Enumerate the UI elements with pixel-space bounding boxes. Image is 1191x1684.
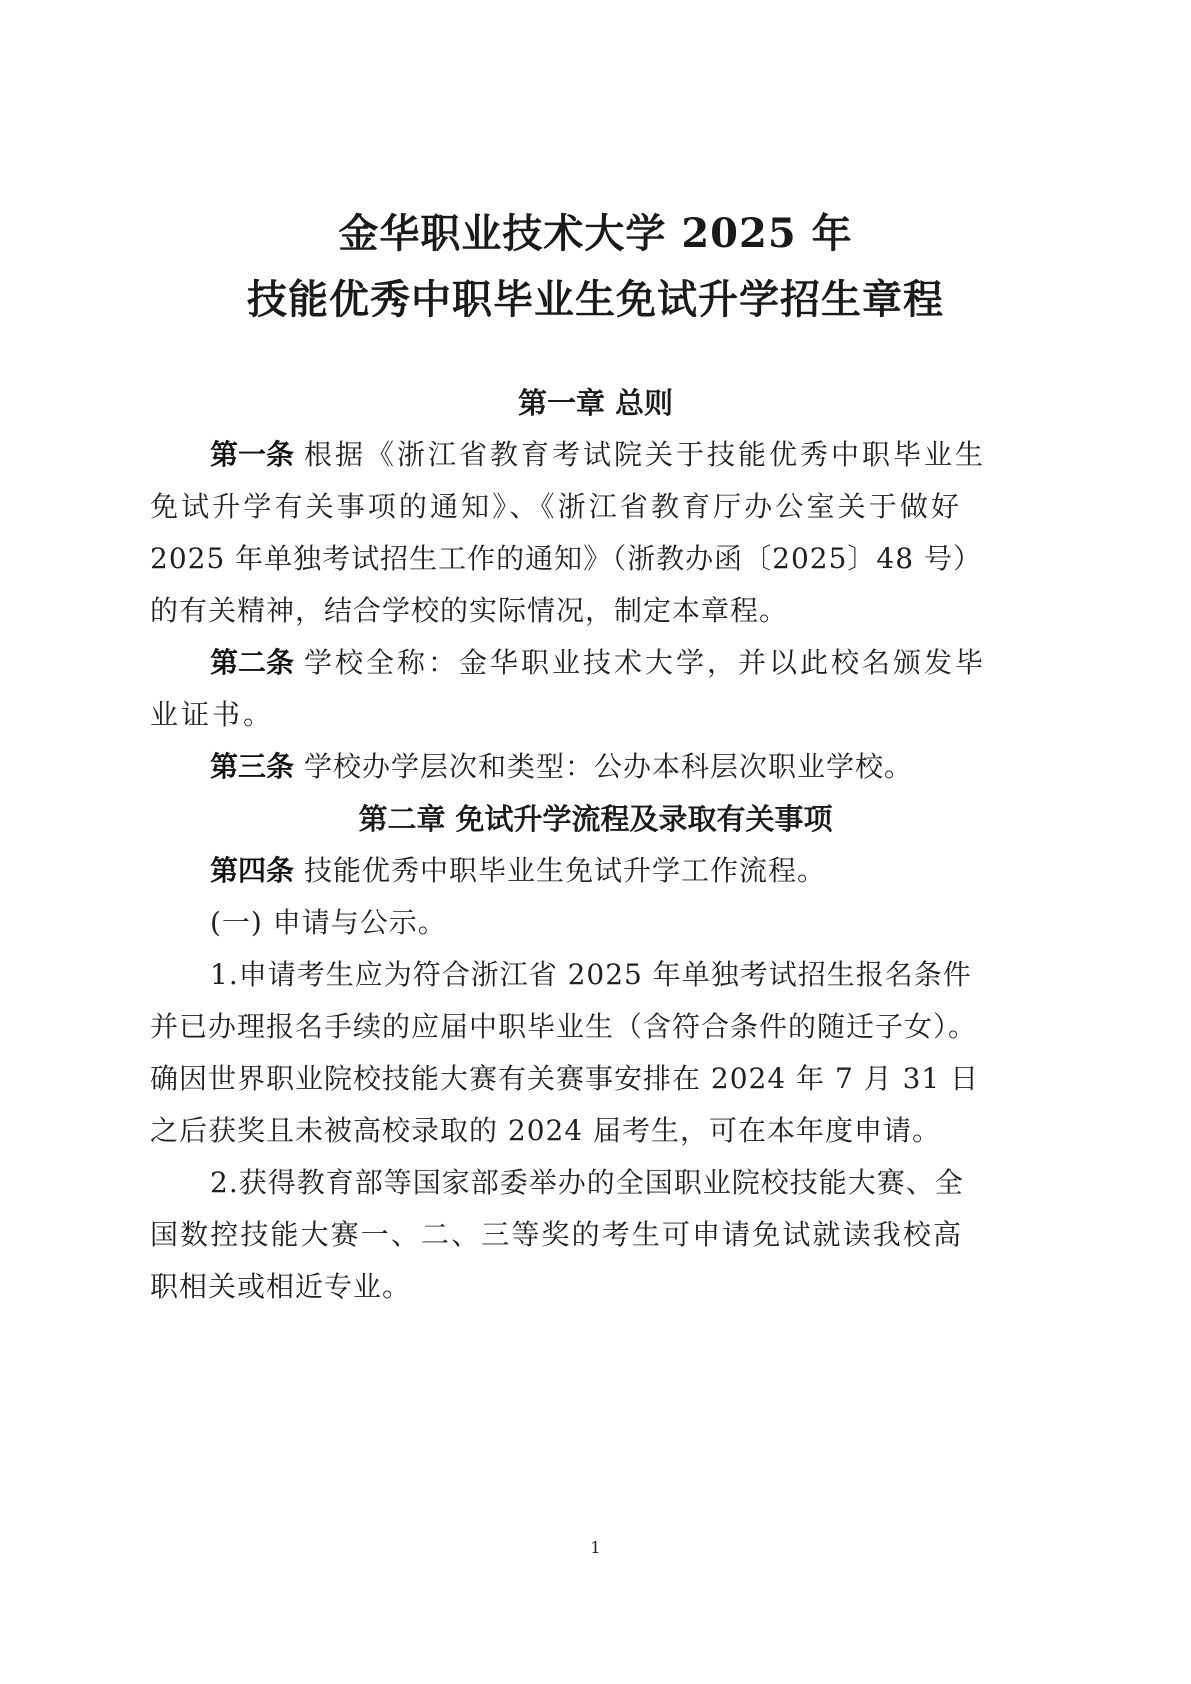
article-1-line-3: 2025 年单独考试招生工作的通知》（浙教办函〔2025〕48 号） [150,542,982,575]
page-number: 1 [590,1538,601,1557]
item-1-line-2: 并已办理报名手续的应届中职毕业生（含符合条件的随迁子女）。 [150,1010,978,1043]
article-1-line-4: 的有关精神，结合学校的实际情况，制定本章程。 [150,594,789,627]
article-4-label: 第四条 [210,854,295,887]
article-3-label: 第三条 [210,750,295,783]
article-2-line-2: 业证书。 [150,698,275,731]
chapter-2-heading: 第二章 免试升学流程及录取有关事项 [358,802,833,836]
document-title-line-1: 金华职业技术大学 2025 年 [338,210,853,257]
article-1-label: 第一条 [210,438,295,471]
article-1-text-1: 根据《浙江省教育考试院关于技能优秀中职毕业生 [304,438,987,471]
article-3-text-1: 学校办学层次和类型：公办本科层次职业学校。 [304,750,914,783]
article-2-line-1 [210,643,987,683]
document-title-line-2: 技能优秀中职毕业生免试升学招生章程 [247,276,944,323]
item-2-line-1: 2.获得教育部等国家部委举办的全国职业院校技能大赛、全 [210,1166,964,1199]
item-1-line-1: 1.申请考生应为符合浙江省 2025 年单独考试招生报名条件 [210,958,972,991]
article-2-label: 第二条 [210,646,295,679]
section-1-heading: (一) 申请与公示。 [210,906,447,939]
article-3-line-1 [210,747,962,787]
item-1-line-3: 确因世界职业院校技能大赛有关赛事安排在 2024 年 7 月 31 日 [150,1062,980,1095]
item-2-line-2: 国数控技能大赛一、二、三等奖的考生可申请免试就读我校高 [150,1218,962,1251]
article-1-line-1 [210,435,987,475]
article-4-text-1: 技能优秀中职毕业生免试升学工作流程。 [304,854,827,887]
chapter-1-heading: 第一章 总则 [517,386,674,420]
article-4-line-1 [210,851,962,891]
item-2-line-3: 职相关或相近专业。 [150,1270,412,1303]
article-1-line-2: 免试升学有关事项的通知》、《浙江省教育厅办公室关于做好 [150,490,962,523]
item-1-line-4: 之后获奖且未被高校录取的 2024 届考生，可在本年度申请。 [150,1114,942,1147]
article-2-text-1: 学校全称：金华职业技术大学，并以此校名颁发毕 [304,646,987,679]
